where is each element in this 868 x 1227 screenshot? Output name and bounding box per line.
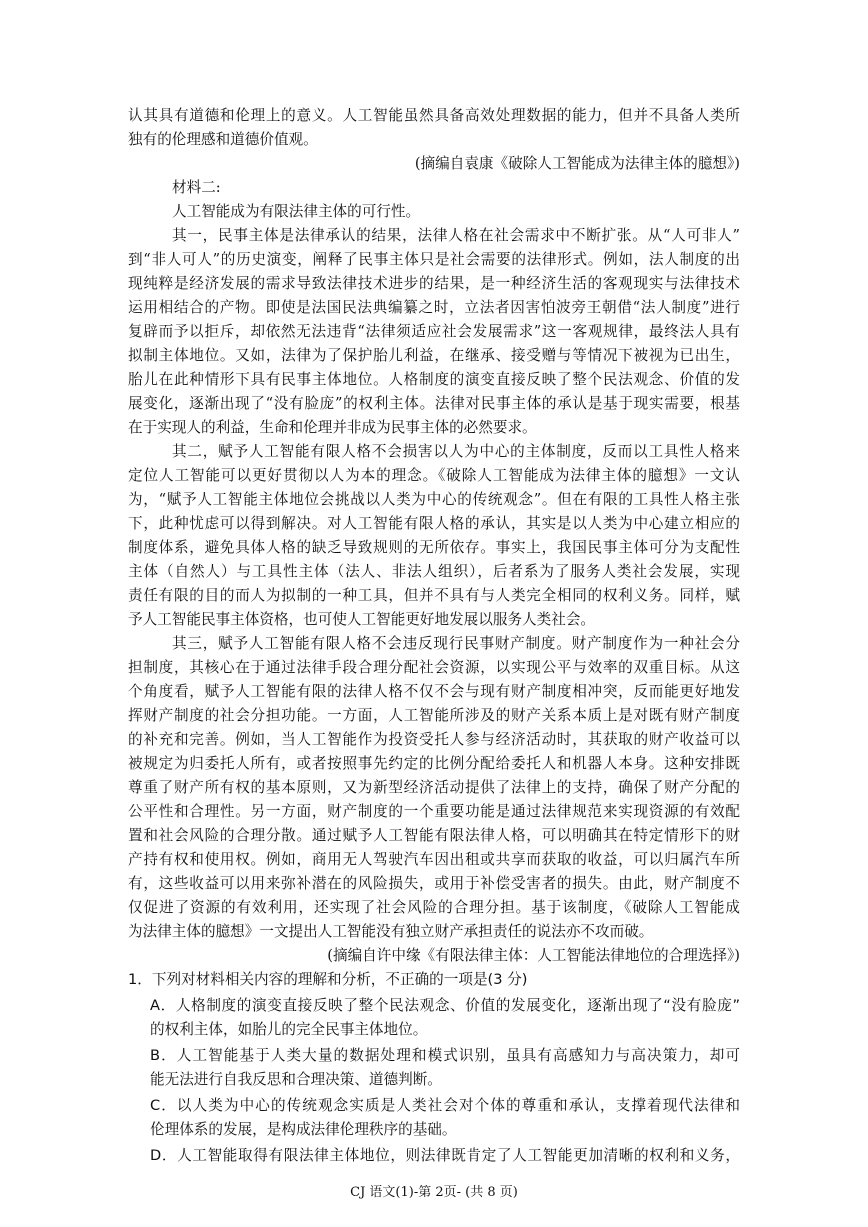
text-line: 尊重了财产所有权的基本原则，又为新型经济活动提供了法律上的支持，确保了财产分配的 — [128, 779, 740, 796]
text-line: 展变化，逐渐出现了“没有脸庞”的权利主体。法律对民事主体的承认是基于现实需要，根基 — [128, 395, 740, 412]
text-line: 仅促进了资源的有效利用，还实现了社会风险的合理分担。基于该制度，《破除人工智能成 — [128, 899, 740, 916]
text-line: 认其具有道德和伦理上的意义。人工智能虽然具备高效处理数据的能力，但并不具备人类所 — [128, 107, 740, 124]
option-b-cont: 能无法进行自我反思和合理决策、道德判断。 — [150, 1071, 442, 1088]
text-line: 的补充和完善。例如，当人工智能作为投资受托人参与经济活动时，其获取的财产收益可以 — [128, 731, 740, 748]
text-line: 定位人工智能可以更好贯彻以人为本的理念。《破除人工智能成为法律主体的臆想》一文认 — [128, 467, 740, 484]
text-line: 制度体系，避免具体人格的缺乏导致规则的无所依存。事实上，我国民事主体可分为支配性 — [128, 539, 740, 556]
text-line: 到“非人可人”的历史演变，阐释了民事主体只是社会需要的法律形式。例如，法人制度的出 — [128, 251, 740, 268]
option-a: A．人格制度的演变直接反映了整个民法观念、价值的发展变化，逐渐出现了“没有脸庞” — [150, 997, 740, 1014]
text-line: 公平性和合理性。另一方面，财产制度的一个重要功能是通过法律规范来实现资源的有效配 — [128, 803, 740, 820]
section-title: 人工智能成为有限法律主体的可行性。 — [172, 203, 421, 220]
text-line: 复辟而予以拒斥，却依然无法违背“法律须适应社会发展需求”这一客观规律，最终法人具有 — [128, 323, 740, 340]
question-stem: 1．下列对材料相关内容的理解和分析，不正确的一项是(3 分) — [128, 971, 528, 988]
citation: (摘编自袁康《破除人工智能成为法律主体的臆想》) — [414, 155, 740, 172]
option-c-cont: 伦理体系的发展，是构成法律伦理秩序的基础。 — [150, 1121, 457, 1138]
text-line: 产持有权和使用权。例如，商用无人驾驶汽车因出租或共享而获取的收益，可以归属汽车所 — [128, 851, 740, 868]
text-line: 责任有限的目的而人为拟制的一种工具，但并不具有与人类完全相同的权利义务。同样，赋 — [128, 587, 740, 604]
text-line: 个角度看，赋予人工智能有限的法律人格不仅不会与现有财产制度相冲突，反而能更好地发 — [128, 683, 740, 700]
text-line: 置和社会风险的合理分散。通过赋予人工智能有限法律人格，可以明确其在特定情形下的财 — [128, 827, 740, 844]
text-line: 独有的伦理感和道德价值观。 — [128, 131, 318, 148]
citation: (摘编自许中缘《有限法律主体：人工智能法律地位的合理选择》) — [327, 947, 740, 964]
text-line: 有，这些收益可以用来弥补潜在的风险损失，或用于补偿受害者的损失。由此，财产制度不 — [128, 875, 740, 892]
text-line: 挥财产制度的社会分担功能。一方面，人工智能所涉及的财产关系本质上是对既有财产制度 — [128, 707, 740, 724]
page-footer: CJ 语文(1)-第 2页- (共 8 页) — [350, 1185, 518, 1200]
text-line: 其二，赋予人工智能有限人格不会损害以人为中心的主体制度，反而以工具性人格来 — [172, 443, 740, 460]
text-line: 被规定为归委托人所有，或者按照事先约定的比例分配给委托人和机器人本身。这种安排既 — [128, 755, 740, 772]
option-a-cont: 的权利主体，如胎儿的完全民事主体地位。 — [150, 1021, 428, 1038]
section-label: 材料二: — [172, 179, 221, 196]
text-line: 运用相结合的产物。即使是法国民法典编纂之时，立法者因害怕波旁王朝借“法人制度”进行 — [128, 299, 740, 316]
text-line: 为法律主体的臆想》一文提出人工智能没有独立财产承担责任的说法亦不攻而破。 — [128, 923, 654, 940]
option-d: D．人工智能取得有限法律主体地位，则法律既肯定了人工智能更加清晰的权利和义务， — [150, 1147, 740, 1164]
option-c: C．以人类为中心的传统观念实质是人类社会对个体的尊重和承认，支撑着现代法律和 — [150, 1097, 740, 1114]
text-line: 在于实现人的利益，生命和伦理并非成为民事主体的必然要求。 — [128, 419, 537, 436]
text-line: 其三，赋予人工智能有限人格不会违反现行民事财产制度。财产制度作为一种社会分 — [172, 635, 740, 652]
text-line: 为，“赋予人工智能主体地位会挑战以人类为中心的传统观念”。但在有限的工具性人格主张 — [128, 491, 740, 508]
text-line: 胎儿在此种情形下具有民事主体地位。人格制度的演变直接反映了整个民法观念、价值的发 — [128, 371, 740, 388]
text-line: 拟制主体地位。又如，法律为了保护胎儿利益，在继承、接受赠与等情况下被视为已出生， — [128, 347, 740, 364]
text-line: 其一，民事主体是法律承认的结果，法律人格在社会需求中不断扩张。从“人可非人” — [172, 227, 740, 244]
text-line: 下，此种忧虑可以得到解决。对人工智能有限人格的承认，其实是以人类为中心建立相应的 — [128, 515, 740, 532]
text-line: 担制度，其核心在于通过法律手段合理分配社会资源，以实现公平与效率的双重目标。从这 — [128, 659, 740, 676]
text-line: 现纯粹是经济发展的需求导致法律技术进步的结果，是一种经济生活的客观现实与法律技术 — [128, 275, 740, 292]
text-line: 予人工智能民事主体资格，也可使人工智能更好地发展以服务人类社会。 — [128, 611, 596, 628]
option-b: B．人工智能基于人类大量的数据处理和模式识别，虽具有高感知力与高决策力，却可 — [150, 1047, 740, 1064]
text-line: 主体（自然人）与工具性主体（法人、非法人组织），后者系为了服务人类社会发展，实现 — [128, 563, 740, 580]
